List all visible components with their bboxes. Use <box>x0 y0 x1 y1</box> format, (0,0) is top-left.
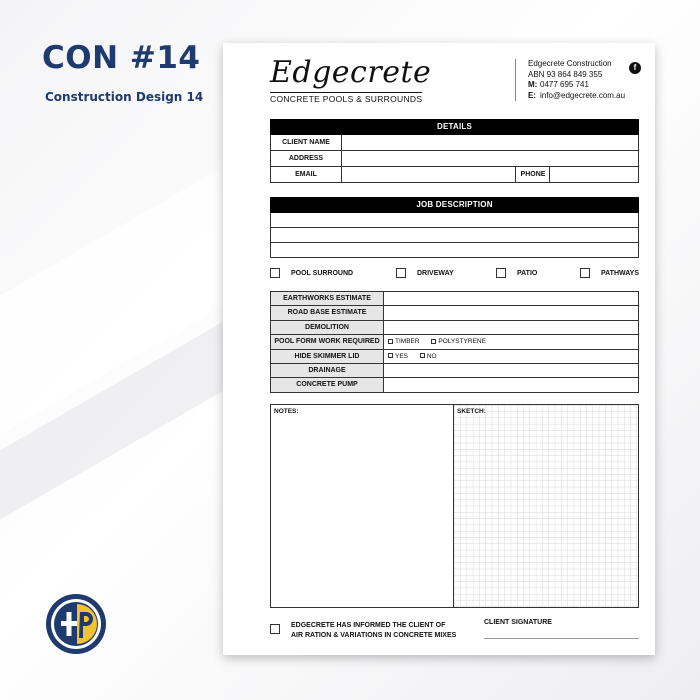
no-checkbox[interactable] <box>420 353 425 358</box>
client-signature-label: CLIENT SIGNATURE <box>484 619 552 626</box>
pathways-checkbox[interactable] <box>580 268 590 278</box>
drainage-label: DRAINAGE <box>271 364 384 377</box>
client-signature-line[interactable] <box>484 638 639 639</box>
demolition-label: DEMOLITION <box>271 321 384 334</box>
yes-option[interactable] <box>388 353 408 360</box>
address-field[interactable] <box>343 151 638 166</box>
estimates-table <box>270 291 639 393</box>
product-subtitle: Construction Design 14 <box>45 90 204 104</box>
drainage-row[interactable] <box>270 364 639 378</box>
timber-option[interactable] <box>388 338 420 345</box>
facebook-icon: f <box>629 62 641 74</box>
disclaimer-line: EDGECRETE HAS INFORMED THE CLIENT OF <box>291 622 446 629</box>
sketch-grid-area[interactable] <box>454 404 639 608</box>
polystyrene-option[interactable] <box>431 338 486 345</box>
job-description-line[interactable] <box>270 243 639 258</box>
yes-checkbox[interactable] <box>388 353 393 358</box>
pool-form-label: POOL FORM WORK REQUIRED <box>271 335 384 348</box>
email-key: E: <box>528 90 536 100</box>
details-heading: DETAILS <box>270 119 639 135</box>
yes-label: YES <box>395 352 409 360</box>
company-logo-wordmark: Edgecrete <box>270 55 432 90</box>
driveway-label: DRIVEWAY <box>417 270 454 277</box>
brand-logo-icon <box>44 592 108 656</box>
email-label: EMAIL <box>271 167 342 182</box>
mobile-key: M: <box>528 80 538 89</box>
pool-surround-label: POOL SURROUND <box>291 270 354 277</box>
concrete-pump-label: CONCRETE PUMP <box>271 378 384 391</box>
pool-form-options <box>388 335 496 348</box>
pathways-label: PATHWAYS <box>601 270 639 277</box>
disclaimer-checkbox[interactable] <box>270 624 280 634</box>
disclaimer-line: AIR RATION & VARIATIONS IN CONCRETE MIXES <box>291 631 457 639</box>
contact-mobile-row <box>528 80 635 91</box>
client-name-field[interactable] <box>343 135 638 150</box>
job-description-heading: JOB DESCRIPTION <box>270 197 639 213</box>
patio-label: PATIO <box>517 270 538 277</box>
disclaimer-text <box>291 621 456 640</box>
order-form-sheet <box>223 43 655 655</box>
company-tagline: CONCRETE POOLS & SURROUNDS <box>270 94 423 104</box>
driveway-checkbox[interactable] <box>396 268 406 278</box>
skimmer-label: HIDE SKIMMER LID <box>271 350 384 363</box>
skimmer-options <box>388 350 447 363</box>
email-phone-row <box>270 167 639 183</box>
timber-checkbox[interactable] <box>388 339 393 344</box>
earthworks-label: EARTHWORKS ESTIMATE <box>271 292 384 305</box>
product-code: CON #14 <box>42 40 201 76</box>
demolition-row[interactable] <box>270 321 639 335</box>
client-name-row <box>270 135 639 151</box>
timber-label: TIMBER <box>395 338 420 346</box>
notes-area[interactable] <box>270 404 454 608</box>
pool-surround-checkbox[interactable] <box>270 268 280 278</box>
contact-email-row <box>528 91 635 102</box>
phone-label: PHONE <box>517 167 550 182</box>
contact-block <box>515 59 635 101</box>
patio-checkbox[interactable] <box>496 268 506 278</box>
contact-name: Edgecrete Construction <box>528 59 612 68</box>
pool-form-row <box>270 335 639 349</box>
job-description-line[interactable] <box>270 213 639 228</box>
polystyrene-label: POLYSTYRENE <box>438 338 486 346</box>
concrete-pump-row[interactable] <box>270 378 639 392</box>
email-field[interactable] <box>343 167 516 182</box>
client-name-label: CLIENT NAME <box>271 135 342 150</box>
address-label: ADDRESS <box>271 151 342 166</box>
company-logo <box>270 57 431 107</box>
contact-abn: ABN 93 864 849 355 <box>528 69 603 79</box>
address-row <box>270 151 639 167</box>
no-label: NO <box>426 352 437 360</box>
contact-mobile: 0477 695 741 <box>540 80 589 89</box>
no-option[interactable] <box>420 353 437 360</box>
notes-label: NOTES: <box>274 408 299 415</box>
phone-field[interactable] <box>551 167 638 182</box>
polystyrene-checkbox[interactable] <box>431 339 436 344</box>
road-base-row[interactable] <box>270 306 639 320</box>
sketch-label: SKETCH: <box>457 408 486 415</box>
earthworks-row[interactable] <box>270 292 639 306</box>
skimmer-row <box>270 350 639 364</box>
contact-email: info@edgecrete.com.au <box>540 90 626 100</box>
road-base-label: ROAD BASE ESTIMATE <box>271 306 384 319</box>
job-description-line[interactable] <box>270 228 639 243</box>
